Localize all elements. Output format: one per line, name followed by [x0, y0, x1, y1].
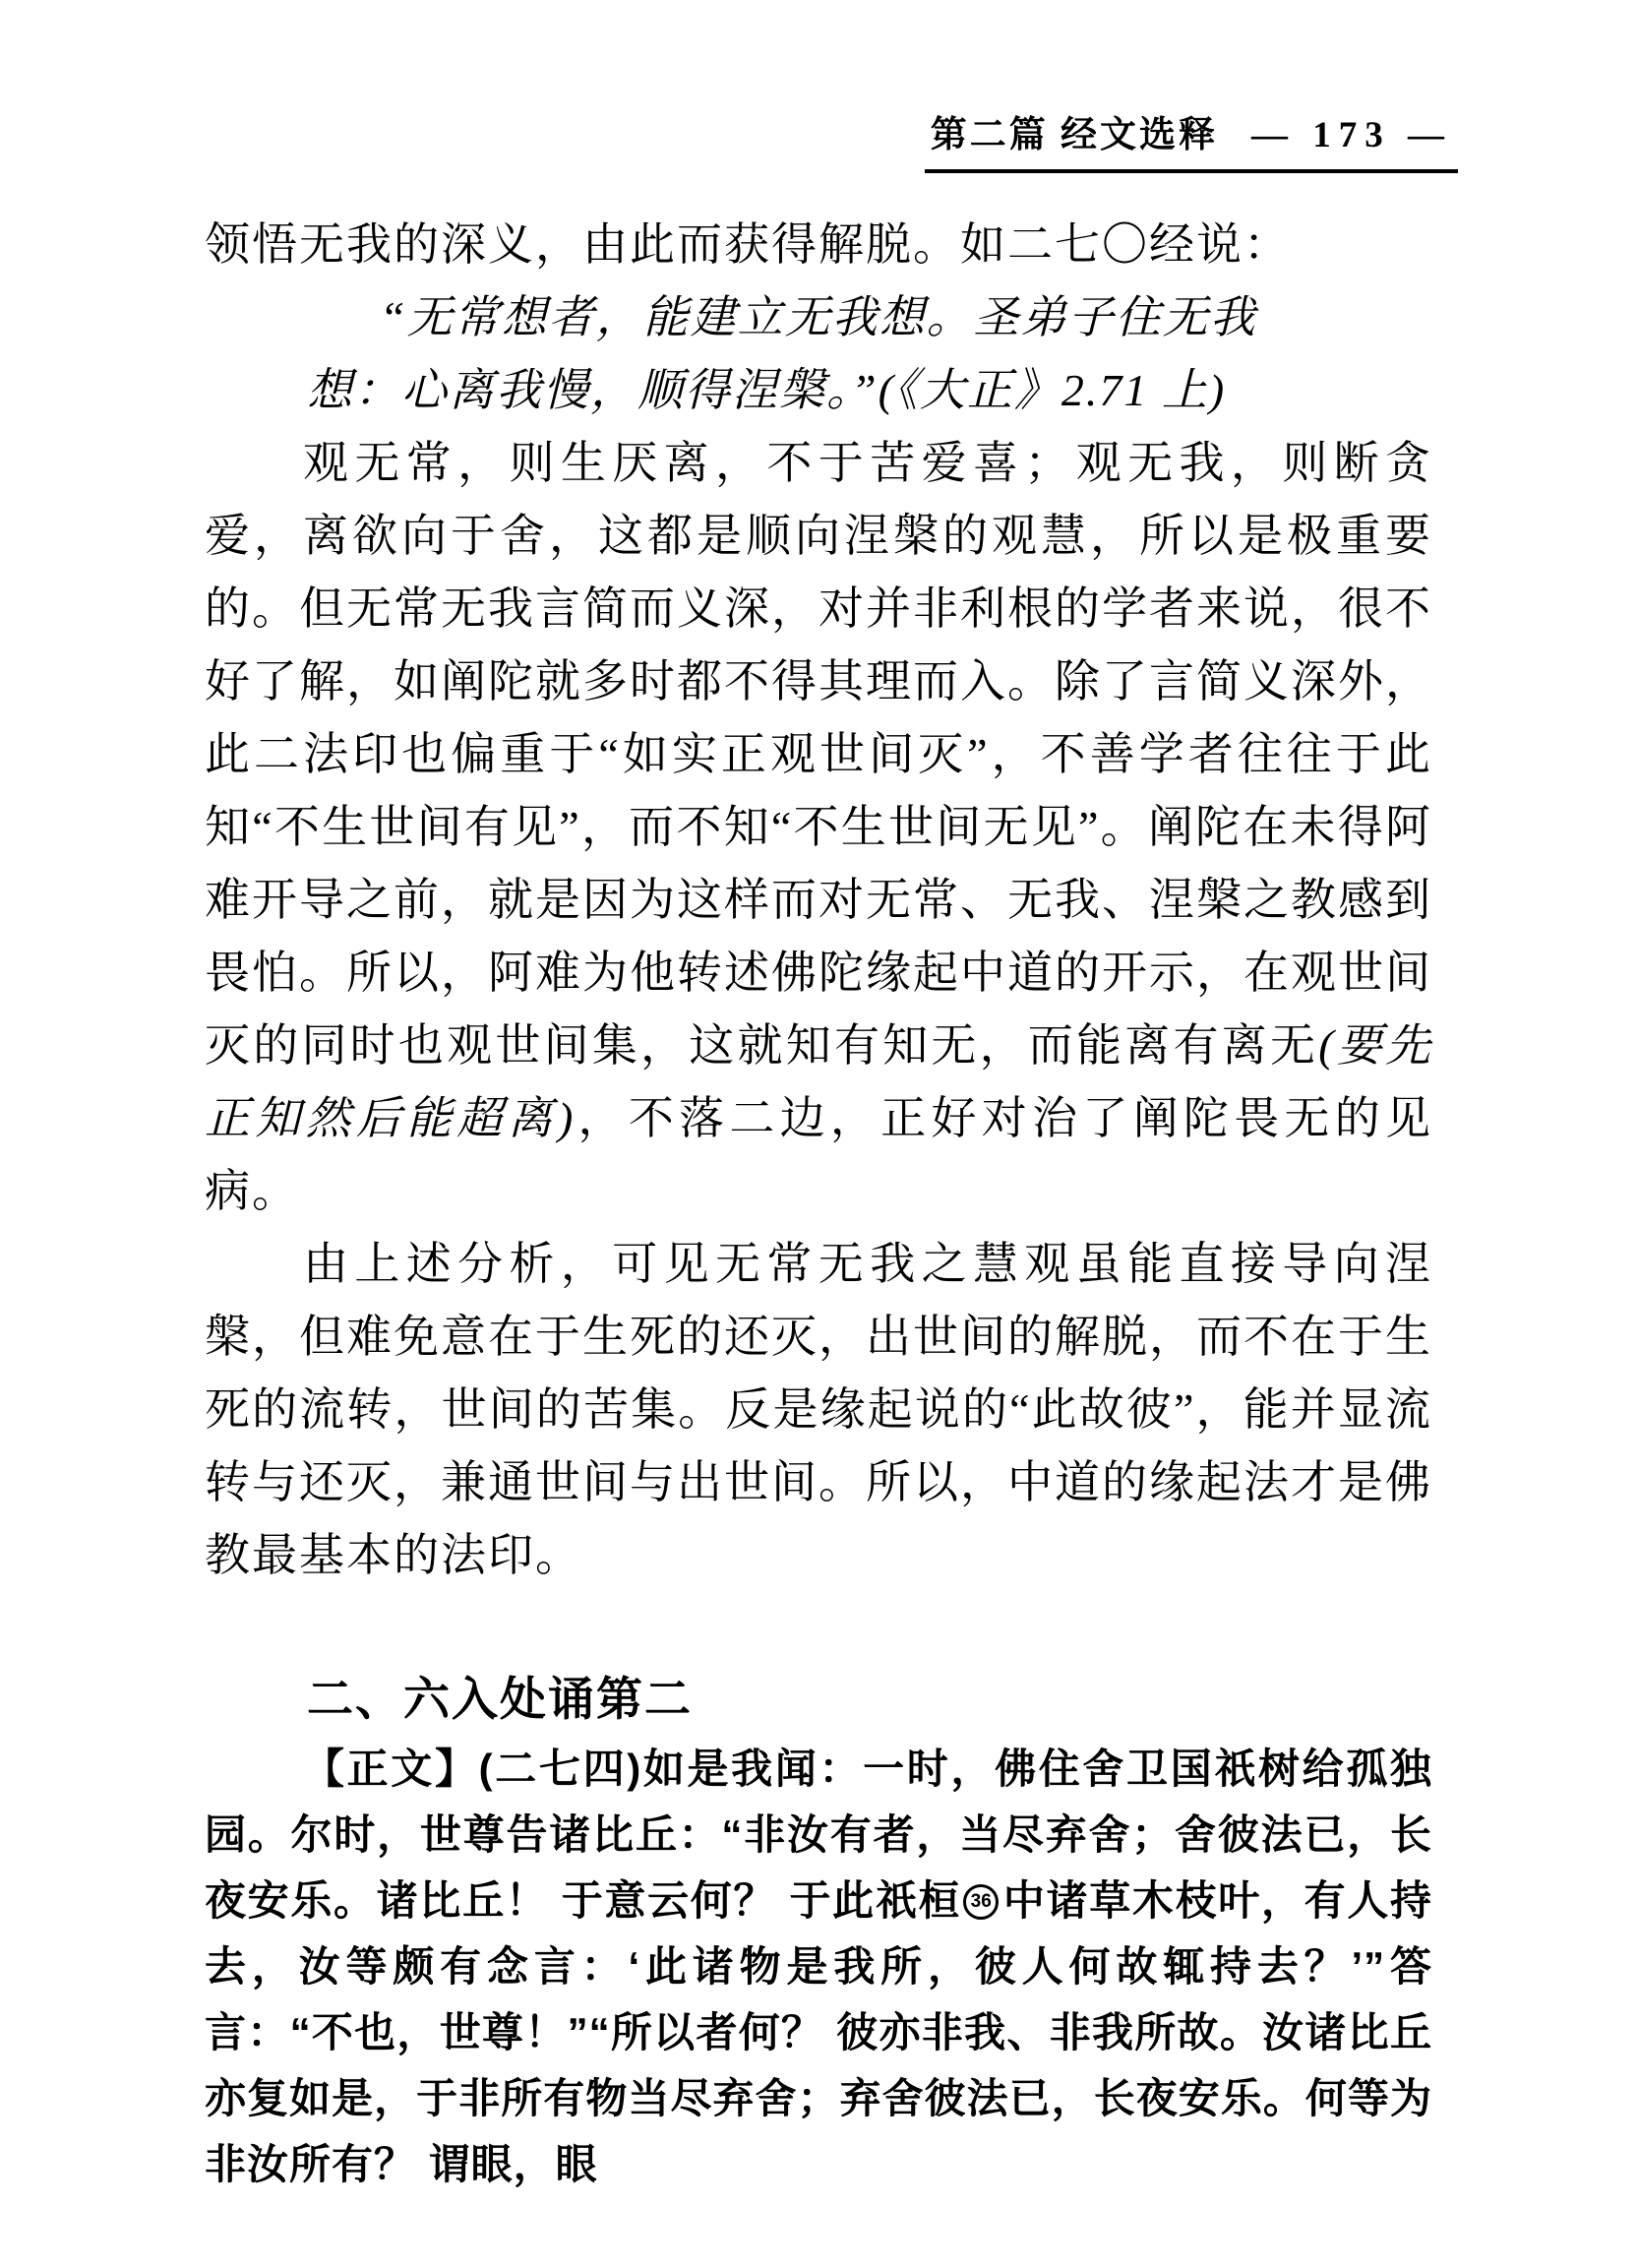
scripture-paragraph [205, 1736, 1432, 2197]
page-header [925, 104, 1458, 173]
scripture-quote [205, 281, 1432, 427]
scripture-text: 中诸草木枝叶，有人持去，汝等颇有念言：‘此诸物是我所，彼人何故辄持去？’”答言：“不也，世尊！”“所以者何？ 彼亦非我、非我所故。汝诸比丘亦复如是，于非所有物当尽弃舍；弃舍彼法已，长夜安乐。何等为非汝所有？ 谓眼，眼 [205, 1877, 1432, 2187]
paragraph-text: ，不落二边，正好对治了阐陀畏无的见病。 [205, 1093, 1432, 1216]
paragraph-continuation: 领悟无我的深义，由此而获得解脱。如二七〇经说： [205, 219, 1291, 270]
paragraph-text: 观无常，则生厌离，不于苦爱喜；观无我，则断贪爱，离欲向于舍，这都是顺向涅槃的观慧，所以是极重要的。但无常无我言简而义深，对并非利根的学者来说，很不好了解，如阐陀就多时都不得其理而入。除了言简义深外，此二法印也偏重于“如实正观世间灭”，不善学者往往于此知“不生世间有见”，而不知“不生世间无见”。阐陀在未得阿难开导之前，就是因为这样而对无常、无我、涅槃之教感到畏怕。所以，阿难为他转述佛陀缘起中道的开示，在观世间灭的同时也观世间集，这就知有知无，而能离有离无 [205, 438, 1432, 1071]
scripture-text: 【正文】(二七四)如是我闻：一时，佛住舍卫国祇树给孤独园。尔时，世尊告诸比丘：“非汝有者，当尽弃舍；舍彼法已，长夜安乐。诸比丘！ 于意云何？ 于此祇桓 [205, 1746, 1432, 1924]
quote-line: 想：心离我慢，顺得涅槃。”(《大正》2.71 上) [307, 365, 1227, 415]
paragraph-parenthetical: (要先正知然后能超离) [205, 1020, 1432, 1143]
section-heading: 二、六入处诵第二 [307, 1673, 693, 1725]
page-content [205, 209, 1432, 2197]
header-page-number: — 173 — [1251, 115, 1452, 155]
quote-line: “无常想者，能建立无我想。圣弟子住无我 [380, 292, 1257, 342]
footnote-marker: 36 [963, 1884, 999, 1920]
paragraph: 由上述分析，可见无常无我之慧观虽能直接导向涅槃，但难免意在于生死的还灭，出世间的解脱，而不在于生死的流转，世间的苦集。反是缘起说的“此故彼”，能并显流转与还灭，兼通世间与出世间。所以，中道的缘起法才是佛教最基本的法印。 [205, 1239, 1432, 1580]
paragraph [205, 427, 1432, 1228]
header-section-title: 第二篇 经文选释 [930, 115, 1218, 155]
